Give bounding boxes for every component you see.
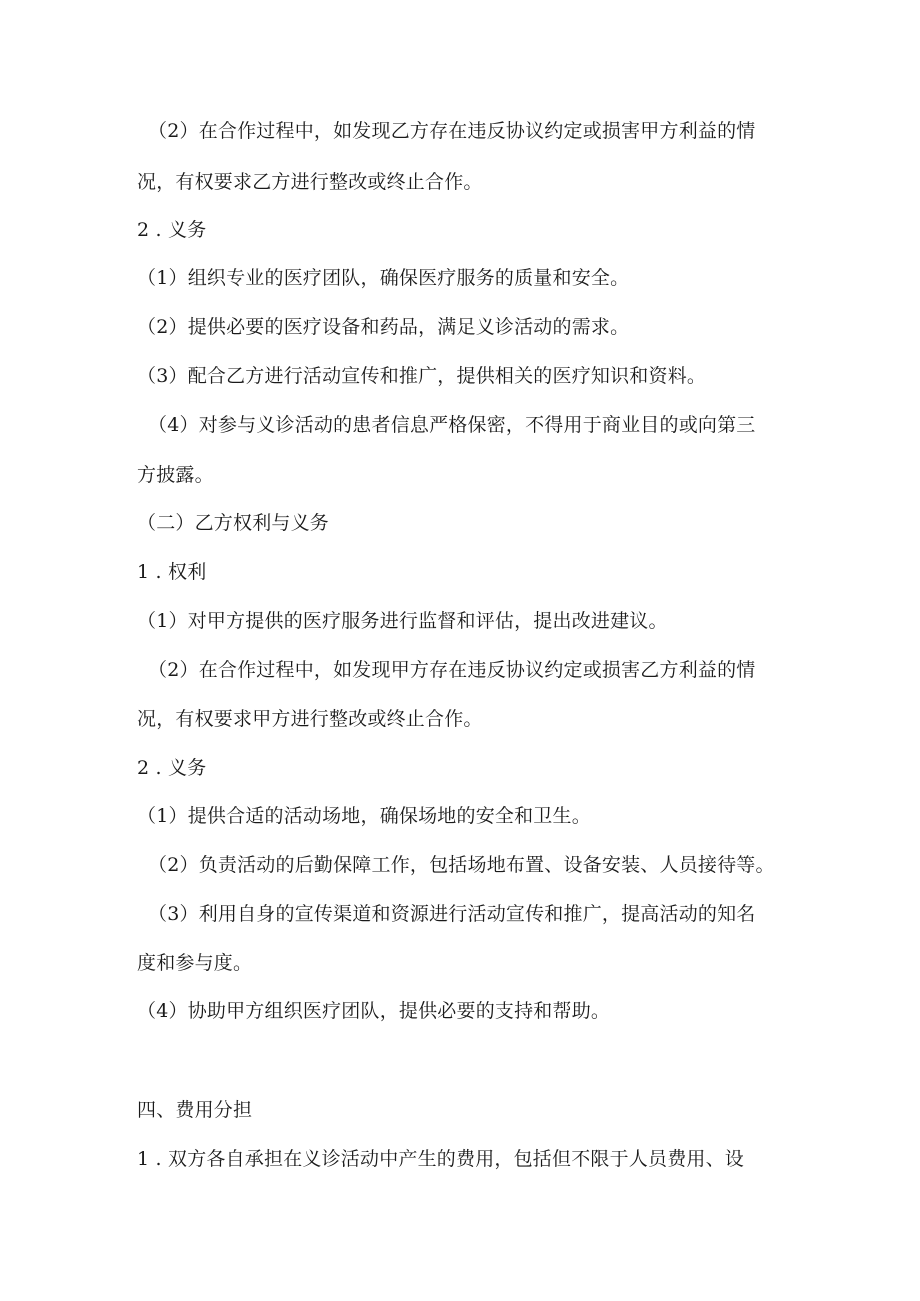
section-heading: 1 . 权利	[137, 561, 207, 583]
paragraph-line: 度和参与度。	[137, 952, 253, 974]
paragraph-line: （4）协助甲方组织医疗团队，提供必要的支持和帮助。	[137, 1000, 611, 1022]
paragraph-line: （2）提供必要的医疗设备和药品，满足义诊活动的需求。	[137, 316, 630, 338]
section-heading: 2 . 义务	[137, 219, 207, 241]
paragraph-line: （1）组织专业的医疗团队，确保医疗服务的质量和安全。	[137, 267, 630, 289]
paragraph-line: （2）在合作过程中，如发现甲方存在违反协议约定或损害乙方利益的情	[148, 659, 756, 681]
paragraph-line: 况，有权要求乙方进行整改或终止合作。	[137, 171, 483, 193]
paragraph-line: （3）配合乙方进行活动宣传和推广，提供相关的医疗知识和资料。	[137, 365, 707, 387]
paragraph-line: （3）利用自身的宣传渠道和资源进行活动宣传和推广，提高活动的知名	[148, 903, 756, 925]
paragraph-line: （2）在合作过程中，如发现乙方存在违反协议约定或损害甲方利益的情	[148, 120, 756, 142]
paragraph-line: 方披露。	[137, 464, 214, 486]
paragraph-line: 况，有权要求甲方进行整改或终止合作。	[137, 708, 483, 730]
paragraph-line: （4）对参与义诊活动的患者信息严格保密，不得用于商业目的或向第三	[148, 414, 756, 436]
paragraph-line: （1）对甲方提供的医疗服务进行监督和评估，提出改进建议。	[137, 610, 668, 632]
section-heading: 四、费用分担	[137, 1099, 253, 1121]
paragraph-line: （1）提供合适的活动场地，确保场地的安全和卫生。	[137, 805, 591, 827]
section-heading: 2 . 义务	[137, 757, 207, 779]
paragraph-line: 1 . 双方各自承担在义诊活动中产生的费用，包括但不限于人员费用、设	[137, 1148, 745, 1170]
paragraph-line: （2）负责活动的后勤保障工作，包括场地布置、设备安装、人员接待等。	[148, 854, 775, 876]
section-heading: （二）乙方权利与义务	[137, 512, 330, 534]
